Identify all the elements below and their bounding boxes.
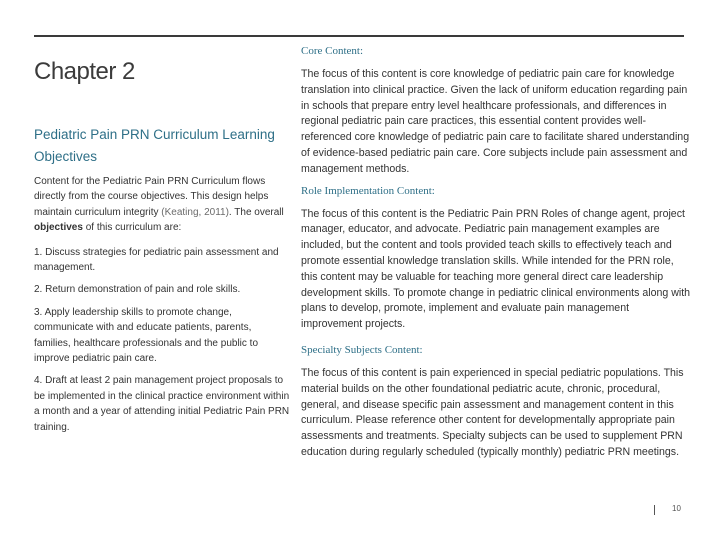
section-body-core: The focus of this content is core knowledge of pediatric pain care for knowledge translation into clinical practice. Given the lack of uniform education regarding pain in schools that prepare entry level healthcare professionals, and differences in regional pediatric pain care practices, this essential content provides well-referenced core knowledge of pediatric pain care to facilitate shared understanding of evidence-based pediatric pain care. Core subjects include pain assessment and management methods. (301, 68, 690, 175)
intro-text-3: of this curriculum are: (82, 222, 182, 234)
footer-divider (654, 505, 655, 515)
citation: (Keating, 2011) (161, 206, 229, 218)
section-body-role: The focus of this content is the Pediatric Pain PRN Roles of change agent, project manager, educator, and advocate. Pediatric pain management examples are included, but the content and tools provided teach skills to effectively teach and promote essential knowledge translation skills. While intended for the PRN role, this content may be valuable for teaching more general direct care leadership development skills. To promote change in pediatric clinical environments along with plans to develop, promote, implement and evaluate pain management improvement projects. (301, 207, 691, 331)
section-heading-core: Core Content: (301, 45, 364, 57)
header-rule-right (300, 35, 684, 37)
section-heading-specialty: Specialty Subjects Content: (301, 343, 423, 356)
header-rule-left (34, 35, 300, 37)
objective-item: 2. Return demonstration of pain and role skills. (34, 284, 241, 296)
objective-item: 4. Draft at least 2 pain management project proposals to be implemented in the clinical practice environment within a month and a year of attending initial Pediatric Pain PRN training. (34, 375, 290, 433)
objective-item: 1. Discuss strategies for pediatric pain assessment and management. (34, 246, 279, 274)
intro-text-2: . The overall (228, 206, 284, 218)
learning-objectives-title: Pediatric Pain PRN Curriculum Learning Objectives (34, 127, 275, 164)
objectives-intro (34, 174, 290, 236)
section-heading-role: Role Implementation Content: (301, 184, 435, 197)
intro-text-1: Content for the Pediatric Pain PRN Curriculum flows directly from the course objectives. This design helps maintain curriculum integrity (34, 176, 269, 218)
section-body-specialty: The focus of this content is pain experienced in special pediatric populations. This material builds on the other foundational pediatric acute, chronic, procedural, general, and disease specific pain assessment and management content in this curriculum. Please reference other content for developmentally appropriate pain assessments and treatments. Specialty subjects can be used to supplement PRN education during regularly scheduled (typically monthly) pediatric PRN meetings. (301, 366, 684, 458)
content-sections (301, 44, 693, 471)
chapter-title: Chapter 2 (34, 58, 135, 85)
objective-item: 3. Apply leadership skills to promote change, communicate with and educate patients, parents, families, healthcare professionals and the public to improve pediatric pain care. (34, 306, 259, 365)
page-number: 10 (672, 504, 681, 513)
intro-bold: objectives (34, 222, 83, 234)
learning-objectives-list (34, 174, 290, 442)
